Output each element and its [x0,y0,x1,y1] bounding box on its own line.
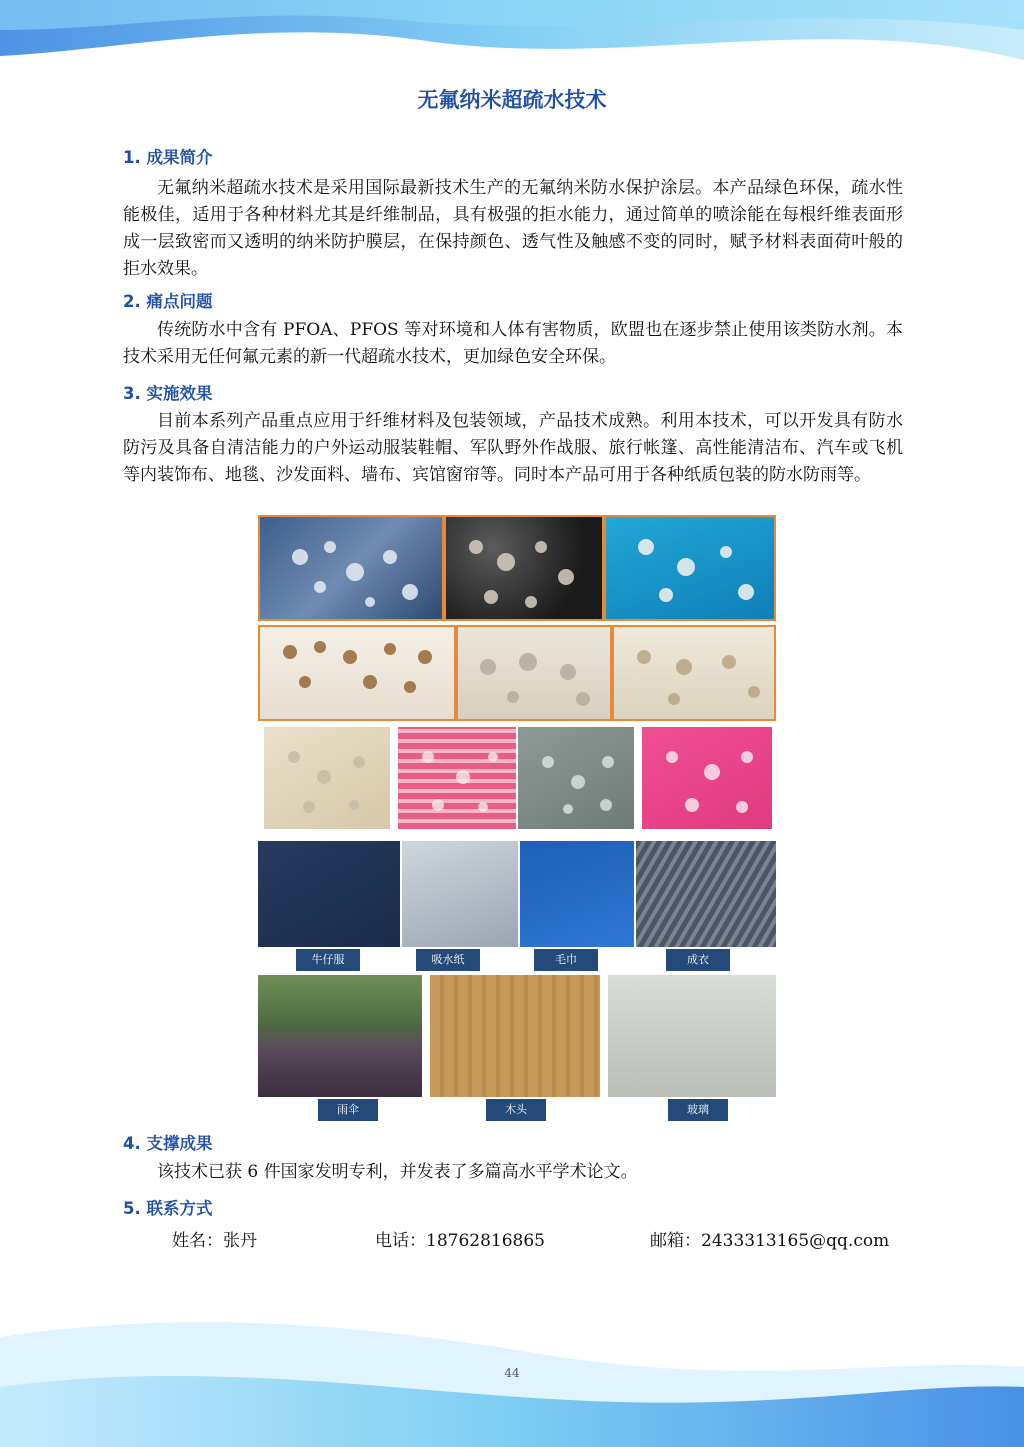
top-wave-decoration [0,0,1024,80]
caption-garment: 成衣 [666,949,730,971]
photo-glass [608,975,776,1097]
photo-cream-fabric-drops [612,625,776,721]
photo-umbrella [258,975,422,1097]
photo-pink-stripe-fabric-drops [398,727,516,829]
photo-grey-fabric-drops [518,727,634,829]
photo-denim-droplets [258,515,444,621]
photo-beige-fabric-drops [264,727,390,829]
photo-denim-jeans [258,841,400,947]
caption-towel: 毛巾 [534,949,598,971]
contact-name: 姓名：张丹 [172,1231,257,1251]
section-3-text: 目前本系列产品重点应用于纤维材料及包装领域，产品技术成熟。利用本技术，可以开发具有防水防污及具备自清洁能力的户外运动服装鞋帽、军队野外作战服、旅行帐篷、高性能清洁布、汽车或飞机等内装饰布、地毯、沙发面料、墙布、宾馆窗帘等。同时本产品可用于各种纸质包装的防水防雨等。 [123,411,903,485]
photo-blue-towel-droplets [604,515,776,621]
photo-wood [430,975,600,1097]
photo-garment [636,841,776,947]
photo-canvas-clear-drops [456,625,612,721]
waterproof-demo-figure [258,515,776,1121]
contact-email: 邮箱：2433313165@qq.com [650,1231,890,1251]
section-2-text: 传统防水中含有 PFOA、PFOS 等对环境和人体有害物质，欧盟也在逐步禁止使用该类防水剂。本技术采用无任何氟元素的新一代超疏水技术，更加绿色安全环保。 [123,320,903,367]
contact-phone: 电话：18762816865 [375,1231,545,1251]
document-title: 无氟纳米超疏水技术 [417,88,607,112]
section-3-heading: 3. 实施效果 [123,384,213,403]
caption-absorbent-paper: 吸水纸 [416,949,480,971]
section-4-heading: 4. 支撑成果 [123,1134,213,1153]
section-2-heading: 2. 痛点问题 [123,292,213,311]
caption-wood: 木头 [486,1099,546,1121]
section-1-heading: 1. 成果简介 [123,148,213,167]
photo-towel [520,841,634,947]
section-5-heading: 5. 联系方式 [123,1199,213,1218]
photo-pink-towel-drops [642,727,772,829]
photo-white-fabric-brown-drops [258,625,456,721]
section-4-text: 该技术已获 6 件国家发明专利，并发表了多篇高水平学术论文。 [157,1162,638,1182]
caption-denim: 牛仔服 [296,949,360,971]
page-number: 44 [504,1366,520,1380]
caption-umbrella: 雨伞 [318,1099,378,1121]
photo-black-fabric-droplets [444,515,604,621]
caption-glass: 玻璃 [668,1099,728,1121]
section-1-text: 无氟纳米超疏水技术是采用国际最新技术生产的无氟纳米防水保护涂层。本产品绿色环保，疏水性能极佳，适用于各种材料尤其是纤维制品，具有极强的拒水能力，通过简单的喷涂能在每根纤维表面形成一层致密而又透明的纳米防护膜层，在保持颜色、透气性及触感不变的同时，赋予材料表面荷叶般的拒水效果。 [123,178,903,279]
photo-absorbent-paper [402,841,518,947]
